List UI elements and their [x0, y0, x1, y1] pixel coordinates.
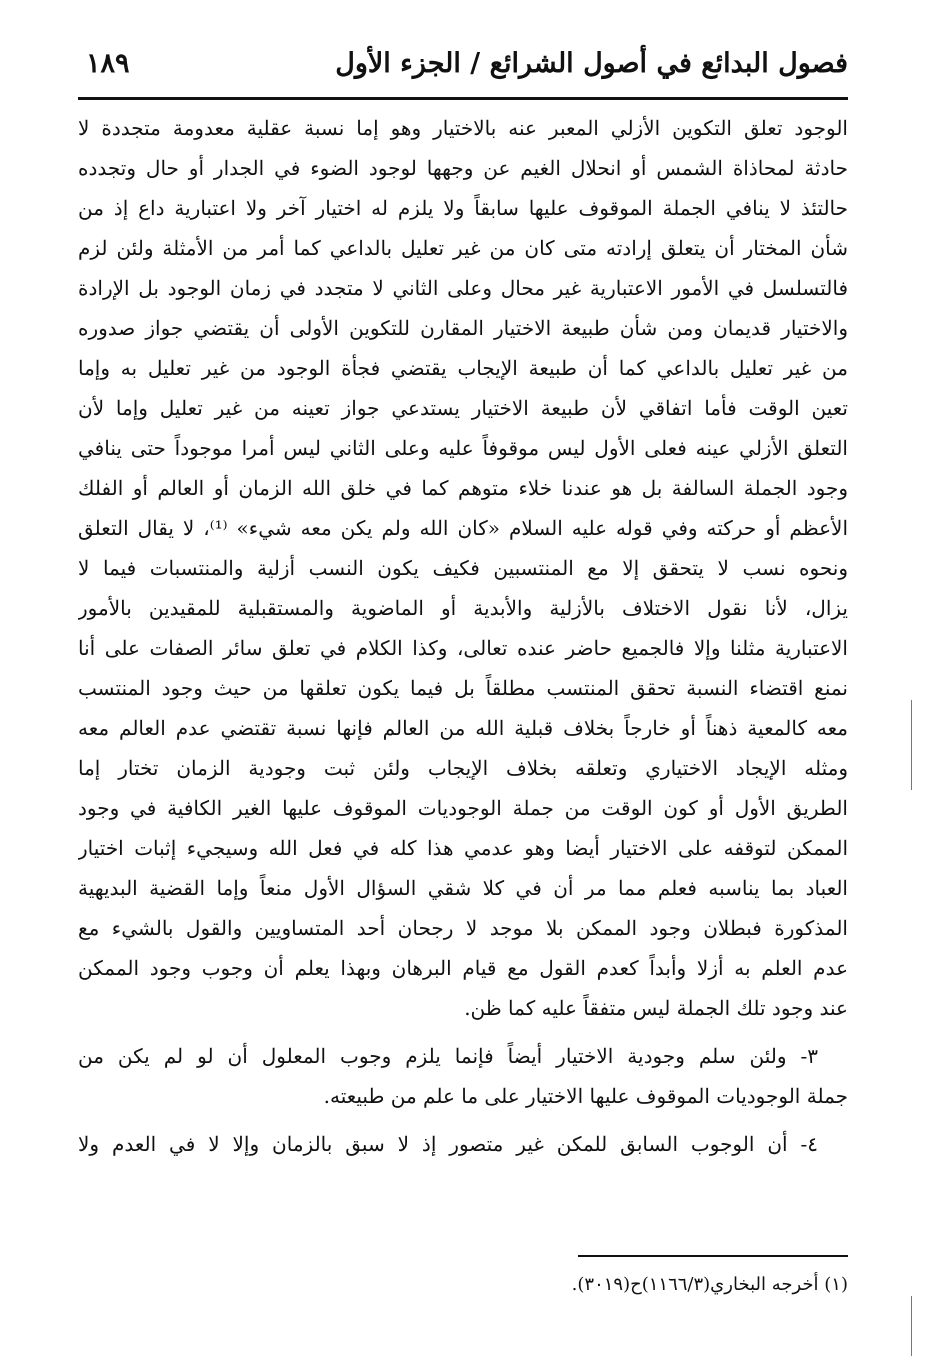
text-line: معه كالمعية ذهناً أو خارجاً بخلاف قبلية الله من العالم فإنها نسبة تقتضي عدم العالم معه	[78, 716, 848, 740]
text-line: يزال، لأنا نقول الاختلاف بالأزلية والأبدية أو الماضوية والمستقبلية للمقيدين بالأمور	[78, 596, 848, 620]
text-line: حادثة لمحاذاة الشمس أو انحلال الغيم عن وجهها لوجود الضوء في الجدار أو حال وتجدده	[78, 156, 848, 180]
text-line: ٣- ولئن سلم وجودية الاختيار أيضاً فإنما يلزم وجوب المعلول أن لو لم يكن من	[78, 1044, 818, 1068]
main-text	[78, 108, 848, 1164]
paragraph-main	[78, 108, 848, 1028]
text-line: تعين الوقت فأما اتفاقي لأن طبيعة الاختيار يستدعي جواز تعينه من غير تعليل وإما لأن	[78, 396, 848, 420]
scan-margin-mark	[911, 700, 912, 790]
text-line: من غير تعليل بالداعي كما أن طبيعة الإيجاب يقتضي فجأة الوجود من غير تعليل به وإما	[78, 356, 848, 380]
footnote-rule	[578, 1255, 848, 1257]
page-header	[78, 42, 848, 98]
text-line: الوجود تعلق التكوين الأزلي المعبر عنه بالاختيار وهو إما نسبة عقلية معدومة متجددة لا	[78, 116, 848, 140]
text-line: الاعتبارية مثلنا وإلا فالجميع حاضر عنده تعالى، وكذا الكلام في تعلق سائر الصفات على أنا	[78, 636, 848, 660]
text-line: التعلق الأزلي عينه فعلى الأول ليس موقوفاً عليه وعلى الثاني ليس أمرا موجوداً حتى ينافي	[78, 436, 848, 460]
text-line: الأعظم أو حركته وفي قوله عليه السلام «كان الله ولم يكن معه شيء» ⁽¹⁾، لا يقال التعلق	[78, 516, 848, 540]
text-line: ونحوه نسب لا يتحقق إلا مع المنتسبين فكيف يكون النسب أزلية والمنتسبات فيما لا	[78, 556, 848, 580]
text-line: عند وجود تلك الجملة ليس متفقاً عليه كما ظن.	[464, 996, 848, 1020]
text-line: فالتسلسل في الأمور الاعتبارية غير محال وعلى الثاني لا متجدد في زمان الوجود بل الإرادة	[78, 276, 848, 300]
header-rule	[78, 97, 848, 100]
text-line: ٤- أن الوجوب السابق للمكن غير متصور إذ لا سبق بالزمان وإلا لا في العدم ولا	[78, 1132, 818, 1156]
text-line: والاختيار قديمان ومن شأن طبيعة الاختيار المقارن للتكوين الأولى أن يقتضي جواز صدوره	[78, 316, 848, 340]
text-line: ومثله الإيجاد الاختياري وتعلقه بخلاف الإيجاب ولئن ثبت وجودية الزمان تختار إما	[78, 756, 848, 780]
text-line: شأن المختار أن يتعلق إرادته متى كان من غير تعليل بالداعي كما أمر من الأمثلة ولئن لزم	[78, 236, 848, 260]
text-line: جملة الوجوديات الموقوف عليها الاختيار على ما علم من طبيعته.	[323, 1084, 848, 1108]
text-line: حالتئذ لا ينافي الجملة الموقوف عليها سابقاً ولا يلزم له اختيار آخر ولا اعتبارية داع إذ من	[78, 196, 848, 220]
footnote: (١) أخرجه البخاري(١١٦٦/٣)ح(٣٠١٩).	[571, 1274, 848, 1295]
text-line: الطريق الأول أو كون الوقت من جملة الوجوديات الموقوف عليها الغير الكافية في وجود	[78, 796, 848, 820]
text-line: وجود الجملة السالفة بل هو عندنا خلاء متوهم كما في خلق الله الزمان أو العالم أو الفلك	[78, 476, 848, 500]
running-title: فصول البدائع في أصول الشرائع / الجزء الأول	[335, 48, 848, 79]
text-line: عدم العلم به أزلا وأبداً كعدم القول مع قيام البرهان وبهذا يعلم أن وجوب وجود الممكن	[78, 956, 848, 980]
text-line: المذكورة فبطلان وجود الممكن بلا موجد لا رجحان أحد المتساويين والقول بالشيء مع	[78, 916, 848, 940]
page-number: ١٨٩	[86, 48, 130, 79]
scan-margin-mark	[911, 1296, 912, 1356]
text-line: العباد بما يناسبه فعلم مما مر أن في كلا شقي السؤال الأول منعاً وإما القضية البديهية	[78, 876, 848, 900]
numbered-item-4	[78, 1124, 848, 1164]
text-line: نمنع اقتضاء النسبة تحقق المنتسب مطلقاً بل فيما يكون تعلقها من حيث وجود المنتسب	[78, 676, 848, 700]
text-line: الممكن لتوقفه على الاختيار أيضا وهو عدمي هذا كله في فعل الله وسيجيء إثبات اختيار	[78, 836, 848, 860]
numbered-item-3	[78, 1036, 848, 1116]
